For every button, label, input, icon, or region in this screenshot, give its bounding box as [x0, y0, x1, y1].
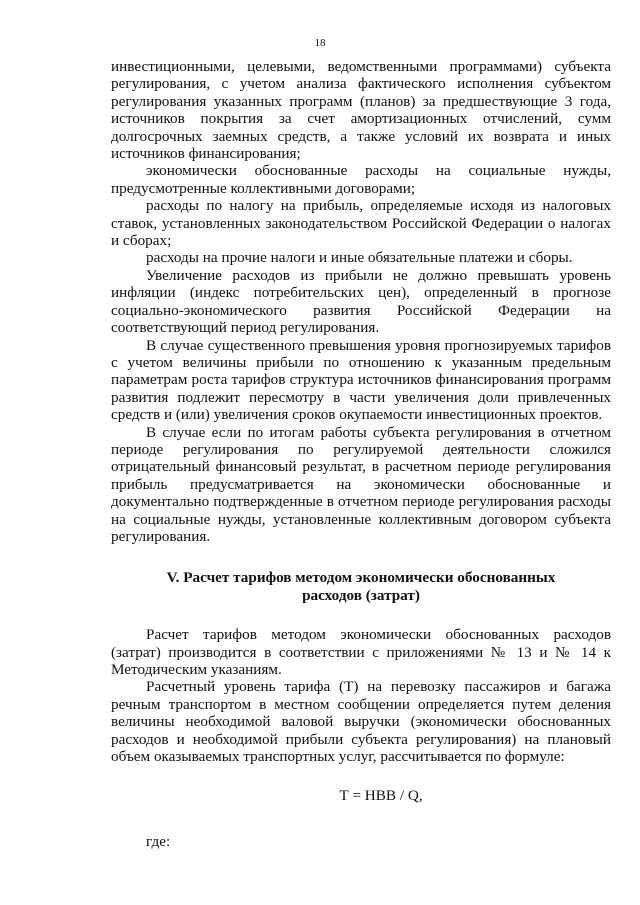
tariff-formula: Т = НВВ / Q, [339, 787, 423, 805]
paragraph: экономически обоснованные расходы на социальные нужды, предусмотренные коллективными договорами; [111, 162, 611, 197]
paragraph: Расчетный уровень тарифа (Т) на перевозку пассажиров и багажа речным транспортом в местном сообщении определяется путем деления величины необходимой валовой выручки (экономически обоснованных расходов и необходимой прибыли субъекта регулирования) на плановый объем оказываемых транспортных услуг, рассчитывается по формуле: [111, 678, 611, 766]
paragraph: инвестиционными, целевыми, ведомственными программами) субъекта регулирования, с учетом анализа фактического исполнения субъектом регулирования указанных программ (планов) за предшествующие 3 года, источников покрытия за счет амортизационных отчислений, сумм долгосрочных заемных средств, а также условий их возврата и иных источников финансирования; [111, 58, 611, 163]
paragraph: Увеличение расходов из прибыли не должно превышать уровень инфляции (индекс потребительских цен), определенный в прогнозе социально-экономического развития Российской Федерации на соответствующий период регулирования. [111, 266, 611, 337]
paragraph: расходы по налогу на прибыль, определяемые исходя из налоговых ставок, установленных законодательством Российской Федерации о налогах и сборах; [111, 197, 611, 250]
paragraphs-after-heading [111, 626, 611, 765]
where-label: где: [146, 832, 171, 850]
paragraph: В случае существенного превышения уровня прогнозируемых тарифов с учетом величины прибыли по отношению к указанным предельным параметрам роста тарифов структура источников финансирования программ развития подлежит пересмотру в части увеличения доли привлеченных средств и (или) увеличения сроков окупаемости инвестиционных проектов. [111, 336, 611, 424]
page-number: 18 [314, 37, 326, 49]
paragraph: Расчет тарифов методом экономически обоснованных расходов (затрат) производится в соответствии с приложениями № 13 и № 14 к Методическим указаниям. [111, 626, 611, 678]
section-heading: V. Расчет тарифов методом экономически обоснованных расходов (затрат) [166, 569, 556, 604]
paragraph: расходы на прочие налоги и иные обязательные платежи и сборы. [146, 249, 573, 267]
paragraph: В случае если по итогам работы субъекта регулирования в отчетном периоде регулирования по регулируемой деятельности сложился отрицательный финансовый результат, в расчетном периоде регулирования прибыль предусматривается на экономически обоснованные и документально подтвержденные в отчетном периоде регулирования расходы на социальные нужды, установленные коллективным договором субъекта регулирования. [111, 423, 611, 545]
document-body [111, 58, 611, 850]
paragraphs-before-heading [111, 58, 611, 545]
